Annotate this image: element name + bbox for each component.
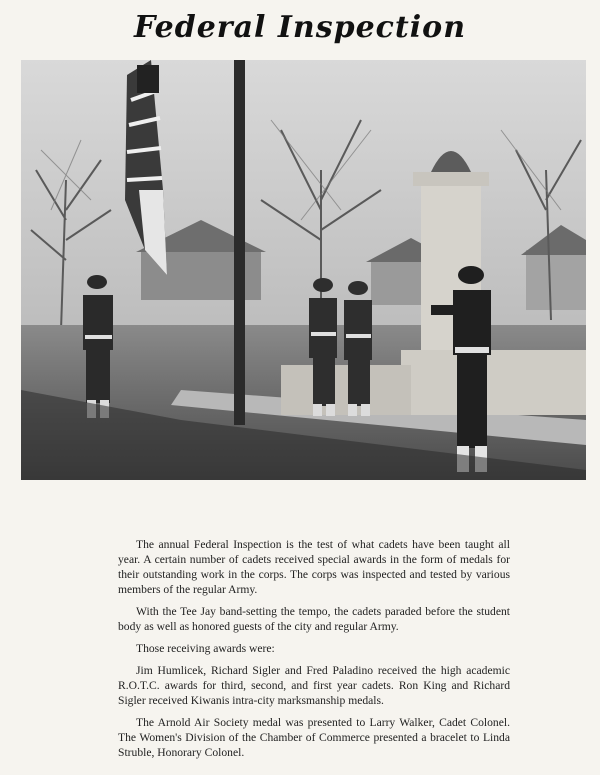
article-paragraph: Those receiving awards were: [136, 642, 275, 655]
article-paragraph: The Arnold Air Society medal was presented to Larry Walker, Cadet Colonel. The Women's Division of the Chamber of Commerce presented a bracelet to Linda Struble, Honorary Colonel. [118, 716, 510, 759]
article-paragraph: The annual Federal Inspection is the test of what cadets have been taught all year. A certain number of cadets received special awards in the form of medals for their outstanding work in the corps. The corps was inspected and tested by various members of the regular Army. [118, 538, 510, 596]
photograph-flag-ceremony [21, 60, 586, 480]
page-title: Federal Inspection [133, 10, 467, 45]
article-text [118, 537, 510, 767]
article-paragraph: Jim Humlicek, Richard Sigler and Fred Paladino received the high academic R.O.T.C. awards for third, second, and first year cadets. Ron King and Richard Sigler received Kiwanis intra-city marksmanship medals. [118, 664, 510, 707]
article-paragraph: With the Tee Jay band-setting the tempo, the cadets paraded before the student body as well as honored guests of the city and regular Army. [118, 605, 510, 633]
